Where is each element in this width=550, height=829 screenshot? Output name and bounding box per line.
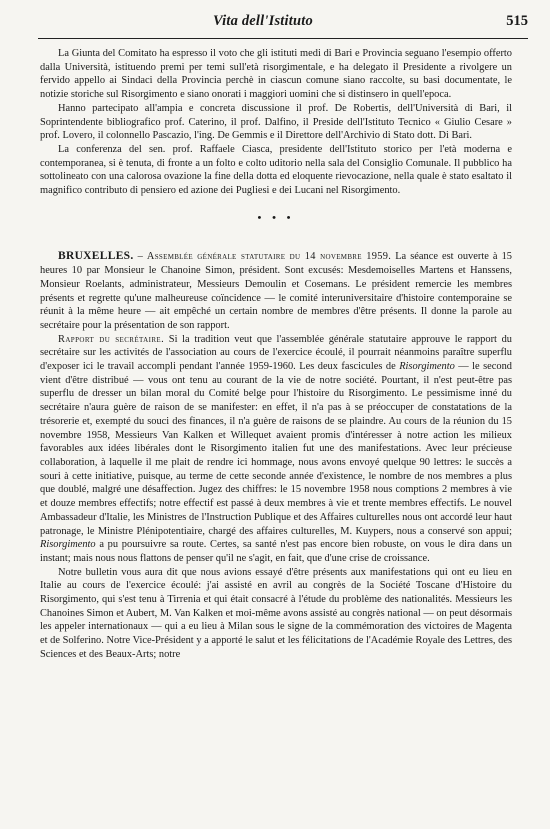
place-heading: BRUXELLES. xyxy=(58,250,134,263)
running-title: Vita dell'Istituto xyxy=(213,13,313,29)
assembly-heading: Assemblée générale statutaire du 14 novembre 1959. xyxy=(146,251,392,263)
rapport-text-1: Si la tradition veut que l'assemblée générale statutaire approuve le rapport du secrétaire sur les activités de l'association au cours de l'exercice écoulé, il pourrait néanmoins paraître superflu d'exposer ici le travail accompli pendant l'année 1959-1960. Les deux fascicules de xyxy=(40,333,512,373)
italian-paragraph-1: La Giunta del Comitato ha espresso il voto che gli istituti medi di Bari e Provincia seguano l'esempio offerto dalla Università, istituendo premi per temi sull'età risorgimentale, e ha delegato il Presidente a rivolgere un fervido appello ai Sindaci della Provincia perchè in ciascun comune siano raccolte, su basi documentate, le notizie storiche sul Risorgimento e siano onorati i maggiori uomini che si distinsero in quell'epoca. xyxy=(40,48,512,101)
page-body xyxy=(40,47,512,662)
bruxelles-intro: La séance est ouverte à 15 heures 10 par Monsieur le Chanoine Simon, président. Sont excusés: Mesdemoiselles Martens et Hanssens, Monsieur Roelants, administrateur, Messieurs Demoulin et Cosemans. Le président remercie les membres présents et regrette qu'une malheureuse coïncidence — le comité interuniversitaire d'histoire contemporaine se réunit à la même heure — ait empêché un certain nombre de membres d'être présents. Il donne la parole au secrétaire pour la présentation de son rapport. xyxy=(40,251,512,331)
bruxelles-paragraph xyxy=(40,250,512,332)
heading-dash: – xyxy=(133,251,147,263)
rapport-lead: Rapport du secrétaire. xyxy=(58,333,165,345)
page-number: 515 xyxy=(506,13,528,29)
italian-paragraph-2: Hanno partecipato all'ampia e concreta discussione il prof. De Robertis, dell'Università di Bari, il Soprintendente bibliografico prof. Caterino, il prof. Dalfino, il Preside dell'Istituto Tecnico « Giulio Cesare » prof. Lovero, il colonnello Pascazio, l'ing. De Gemmis e il Direttore dell'Archivio di Stato dott. Di Bari. xyxy=(40,102,512,142)
section-separator: • • • xyxy=(257,211,295,224)
rapport-text-2: — le second vient d'être distribué — vous ont tenu au courant de la vie de notre société. Pourtant, il n'est peut-être pas superflu de dresser un bilan moral du Comité belge pour l'histoire du Risorgimento. Le pessimisme inné du secrétaire n'aura guère de raison de se manifester: en effet, il n'a pas à se préoccuper de constatations de la trésorerie et, exempté du souci des finances, il n'a guère de raisons de se plaindre. Au cours de la réunion du 15 novembre 1958, Messieurs Van Kalken et Willequet avaient promis d'intéresser à notre action les milieux favorables aux idées libérales dont le Risorgimento italien fut une des manifestations. Avec leur précieuse collaboration, à laquelle il me plait de rendre ici hommage, nous avons envoyé quelque 90 lettres: le succès a souri à cette initiative, puisque, au terme de cette seconde année d'existence, le nombre de nos membres a plus que doublé, malgré une désaffection. Jugez des chiffres: le 15 novembre 1958 nous comptions 2 membres à vie et douze membres effectifs; notre effectif est passé à deux membres à vie et trente membres effectifs. Le nouvel Ambassadeur d'Italie, les Ministres de l'Instruction Publique et des Affaires culturelles nous ont accordé leur haut patronage, le Ministre Plénipotentiaire, chargé des affaires culturelles, M. Kuypers, nous a conservé son appui; xyxy=(40,361,512,537)
rapport-paragraph xyxy=(40,333,512,566)
rapport-italic-1: Risorgimento xyxy=(399,361,455,373)
bulletin-paragraph: Notre bulletin vous aura dit que nous avions essayé d'être présents aux manifestations qui ont eu lieu en Italie au cours de l'exercice écoulé: j'ai assisté en avril au congrès de la Société Toscane d'Histoire du Risorgimento, qui s'est tenu à Tirrenia et qui était consacré à l'étude du problème des nationalités. Messieurs les Chanoines Simon et Aubert, M. Van Kalken et moi-même avons assisté au congrès national — on peut désormais les appeler internationaux — qui a eu lieu à Milan sous le signe de la commémoration des victoires de Magenta et de Solferino. Notre Vice-Président y a apporté le salut et les félicitations de l'Académie Royale des Lettres, des Sciences et des Beaux-Arts; notre xyxy=(40,566,512,660)
rapport-text-3: a pu poursuivre sa route. Certes, sa santé n'est pas encore bien robuste, on vous le dira dans un instant; mais nous nous flattons de penser qu'il ne s'agit, en fait, que d'une crise de croissance. xyxy=(40,539,512,564)
rapport-italic-2: Risorgimento xyxy=(40,539,96,551)
page-header xyxy=(38,8,528,39)
italian-paragraph-3: La conferenza del sen. prof. Raffaele Ciasca, presidente dell'Istituto storico per l'età moderna e contemporanea, si è tenuta, di fronte a un folto e colto uditorio nella sala del Consiglio Comunale. Il pubblico ha sottolineato con una calorosa ovazione la fine della dotta ed eloquente rievocazione, nella quale è stato esaltato il magnifico contributo di pensiero ed azione dei Pugliesi e dei Lucani nel Risorgimento. xyxy=(40,143,512,197)
